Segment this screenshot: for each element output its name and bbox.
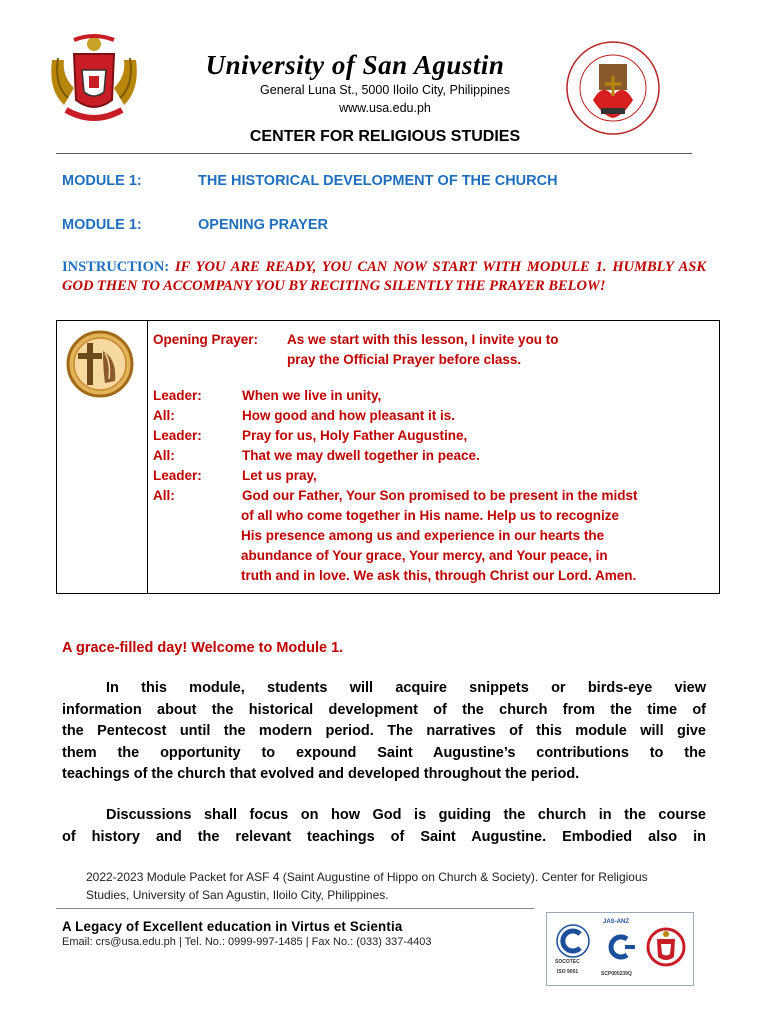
certification-badges — [546, 912, 694, 986]
paragraph-line: of history and the relevant teachings of Saint Augustine. Embodied also in — [62, 828, 706, 845]
university-name: University of San Agustin — [205, 50, 505, 80]
opening-prayer-line: pray the Official Prayer before class. — [287, 352, 522, 367]
footer-contact: Email: crs@usa.edu.ph | Tel. No.: 0999-997-1485 | Fax No.: (033) 337-4403 — [62, 936, 432, 948]
cross-praying-hands-icon — [65, 329, 135, 399]
jas-anz-label: JAS-ANZ — [603, 919, 630, 925]
prayer-role: Leader: — [153, 428, 202, 443]
prayer-line: Pray for us, Holy Father Augustine, — [242, 428, 468, 443]
header-divider — [56, 153, 692, 154]
welcome-heading: A grace-filled day! Welcome to Module 1. — [62, 640, 344, 656]
module-subtitle-line — [62, 217, 328, 233]
footnote-line: Studies, University of San Agustin, Iloilo City, Philippines. — [86, 888, 389, 902]
prayer-role: Leader: — [153, 388, 202, 403]
paragraph-line: them the opportunity to expound Saint Augustine’s contributions to the — [62, 744, 706, 761]
module-subtitle: OPENING PRAYER — [198, 217, 328, 233]
socotec-label: SOCOTEC — [555, 959, 580, 965]
iso-label: ISO 9001 — [557, 969, 579, 975]
discussion-paragraph — [62, 805, 706, 848]
prayer-line: truth and in love. We ask this, through Christ our Lord. Amen. — [241, 568, 637, 583]
university-seal-icon — [643, 917, 689, 981]
footnote-line: 2022-2023 Module Packet for ASF 4 (Saint Augustine of Hippo on Church & Society). Center for Religious — [86, 870, 648, 884]
module-title: THE HISTORICAL DEVELOPMENT OF THE CHURCH — [198, 173, 558, 189]
prayer-line: How good and how pleasant it is. — [242, 408, 456, 423]
paragraph-line: information about the historical development of the church from the time of — [62, 701, 706, 718]
box-divider — [147, 321, 148, 593]
prayer-line: God our Father, Your Son promised to be present in the midst — [242, 488, 638, 503]
instruction — [62, 258, 706, 296]
footer-divider — [56, 908, 534, 909]
cert-code: SCP000239Q — [601, 971, 632, 977]
intro-paragraph — [62, 678, 706, 786]
paragraph-line: Discussions shall focus on how God is guiding the church in the course — [106, 807, 706, 823]
opening-prayer-label: Opening Prayer: — [153, 332, 259, 347]
prayer-role: All: — [153, 448, 175, 463]
prayer-line: When we live in unity, — [242, 388, 382, 403]
religious-studies-seal-logo — [563, 38, 663, 138]
prayer-text — [153, 330, 713, 586]
module-footnote — [86, 868, 686, 904]
instruction-text: IF YOU ARE READY, YOU CAN NOW START WITH MODULE 1. HUMBLY ASK GOD THEN TO ACCOMPANY YOU BY RECITING SILENTLY THE PRAYER BELOW! — [62, 259, 706, 294]
university-crest-logo — [44, 30, 144, 130]
instruction-label: INSTRUCTION: — [62, 259, 170, 275]
university-website: www.usa.edu.ph — [339, 101, 431, 115]
paragraph-line: the Pentecost until the modern period. The narratives of this module will give — [62, 723, 706, 740]
prayer-line: Let us pray, — [242, 468, 317, 483]
opening-prayer-box — [56, 320, 720, 594]
paragraph-line: In this module, students will acquire snippets or birds-eye view — [106, 680, 706, 696]
university-address: General Luna St., 5000 Iloilo City, Philippines — [260, 83, 510, 97]
module-label: MODULE 1: — [62, 173, 142, 189]
paragraph-line: teachings of the church that evolved and developed throughout the period. — [62, 766, 580, 783]
prayer-role: Leader: — [153, 468, 202, 483]
module-title-line — [62, 173, 558, 189]
prayer-line: That we may dwell together in peace. — [242, 448, 480, 463]
prayer-line: of all who come together in His name. Help us to recognize — [241, 508, 620, 523]
prayer-role: All: — [153, 408, 175, 423]
center-title: CENTER FOR RELIGIOUS STUDIES — [249, 128, 521, 145]
opening-prayer-line: As we start with this lesson, I invite you to — [287, 332, 559, 347]
prayer-role: All: — [153, 488, 175, 503]
prayer-line: abundance of Your grace, Your mercy, and Your peace, in — [241, 548, 608, 563]
prayer-line: His presence among us and experience in our hearts the — [241, 528, 605, 543]
footer-tagline: A Legacy of Excellent education in Virtus et Scientia — [62, 918, 403, 934]
module-label: MODULE 1: — [62, 217, 142, 233]
